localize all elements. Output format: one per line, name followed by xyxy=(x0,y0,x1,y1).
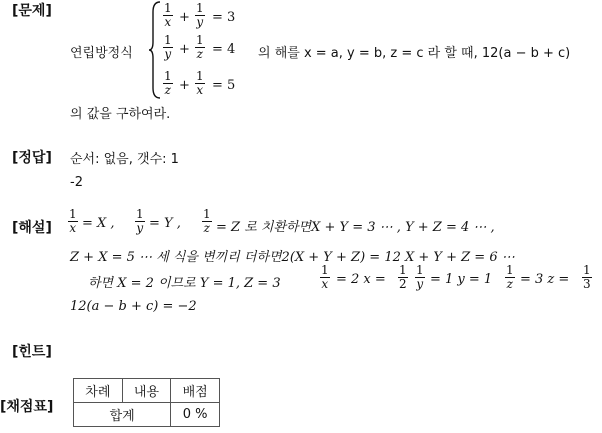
exp-line3-d: = 3 z = xyxy=(520,272,570,287)
explanation-label: [해설] xyxy=(12,220,52,236)
table-row xyxy=(74,403,220,427)
eq2-frac-y: $\frac{1}{y}$ xyxy=(164,33,172,61)
eq1-rhs: = 3 xyxy=(212,10,236,25)
answer-order-line: 순서: 없음, 갯수: 1 xyxy=(70,152,179,167)
exp-frac-third: $\frac{1}{3}$ xyxy=(583,263,591,291)
exp-line1-b: = Y , xyxy=(149,216,181,231)
exp-frac-3-x: $\frac{1}{x}$ xyxy=(321,263,329,291)
problem-condition: 의 해를 x = a, y = b, z = c 라 할 때, 12(a − b + c) xyxy=(258,46,571,61)
exp-line3-c: = 1 y = 1 xyxy=(430,272,493,287)
exp-line2: Z + X = 5 ⋯ 세 식을 변끼리 더하면2(X + Y + Z) = 12 X + Y + Z = 6 ⋯ xyxy=(70,250,515,265)
problem-label: [문제] xyxy=(12,3,52,19)
exp-frac-3-z: $\frac{1}{z}$ xyxy=(506,263,514,291)
scoring-table xyxy=(73,378,220,427)
scoring-label: [채점표] xyxy=(0,399,54,415)
system-label: 연립방정식 xyxy=(70,46,133,61)
total-label: 합계 xyxy=(74,403,171,427)
exp-line4: 12(a − b + c) = −2 xyxy=(70,299,197,314)
exp-line1-a: = X , xyxy=(82,216,115,231)
eq2-frac-z: $\frac{1}{z}$ xyxy=(196,33,204,61)
eq2-rhs: = 4 xyxy=(212,42,236,57)
problem-tail: 의 값을 구하여라. xyxy=(70,107,171,122)
header-order: 차례 xyxy=(74,379,123,403)
answer-value: -2 xyxy=(70,175,83,190)
eq2-plus: + xyxy=(179,42,190,57)
exp-frac-half: $\frac{1}{2}$ xyxy=(399,263,407,291)
exp-frac-3-y: $\frac{1}{y}$ xyxy=(416,263,424,291)
eq3-frac-z: $\frac{1}{z}$ xyxy=(164,69,172,97)
exp-frac-x: $\frac{1}{x}$ xyxy=(69,207,77,235)
header-content: 내용 xyxy=(122,379,171,403)
hint-label: [힌트] xyxy=(12,344,52,360)
brace-icon xyxy=(148,0,162,100)
exp-line1-c: = Z 로 치환하면X + Y = 3 ⋯ , Y + Z = 4 ⋯ , xyxy=(216,220,495,235)
eq1-plus: + xyxy=(179,10,190,25)
eq3-plus: + xyxy=(179,78,190,93)
total-value: 0 % xyxy=(171,403,220,427)
exp-frac-y: $\frac{1}{y}$ xyxy=(136,207,144,235)
header-points: 배점 xyxy=(171,379,220,403)
exp-line3-b: = 2 x = xyxy=(336,272,386,287)
answer-label: [정답] xyxy=(12,150,52,166)
exp-frac-z: $\frac{1}{z}$ xyxy=(203,207,211,235)
exp-line3-a: 하면 X = 2 이므로 Y = 1, Z = 3 xyxy=(88,276,281,291)
table-row xyxy=(74,379,220,403)
eq1-frac-y: $\frac{1}{y}$ xyxy=(196,1,204,29)
eq1-frac-x: $\frac{1}{x}$ xyxy=(164,1,172,29)
eq3-rhs: = 5 xyxy=(212,78,236,93)
eq3-frac-x: $\frac{1}{x}$ xyxy=(196,69,204,97)
